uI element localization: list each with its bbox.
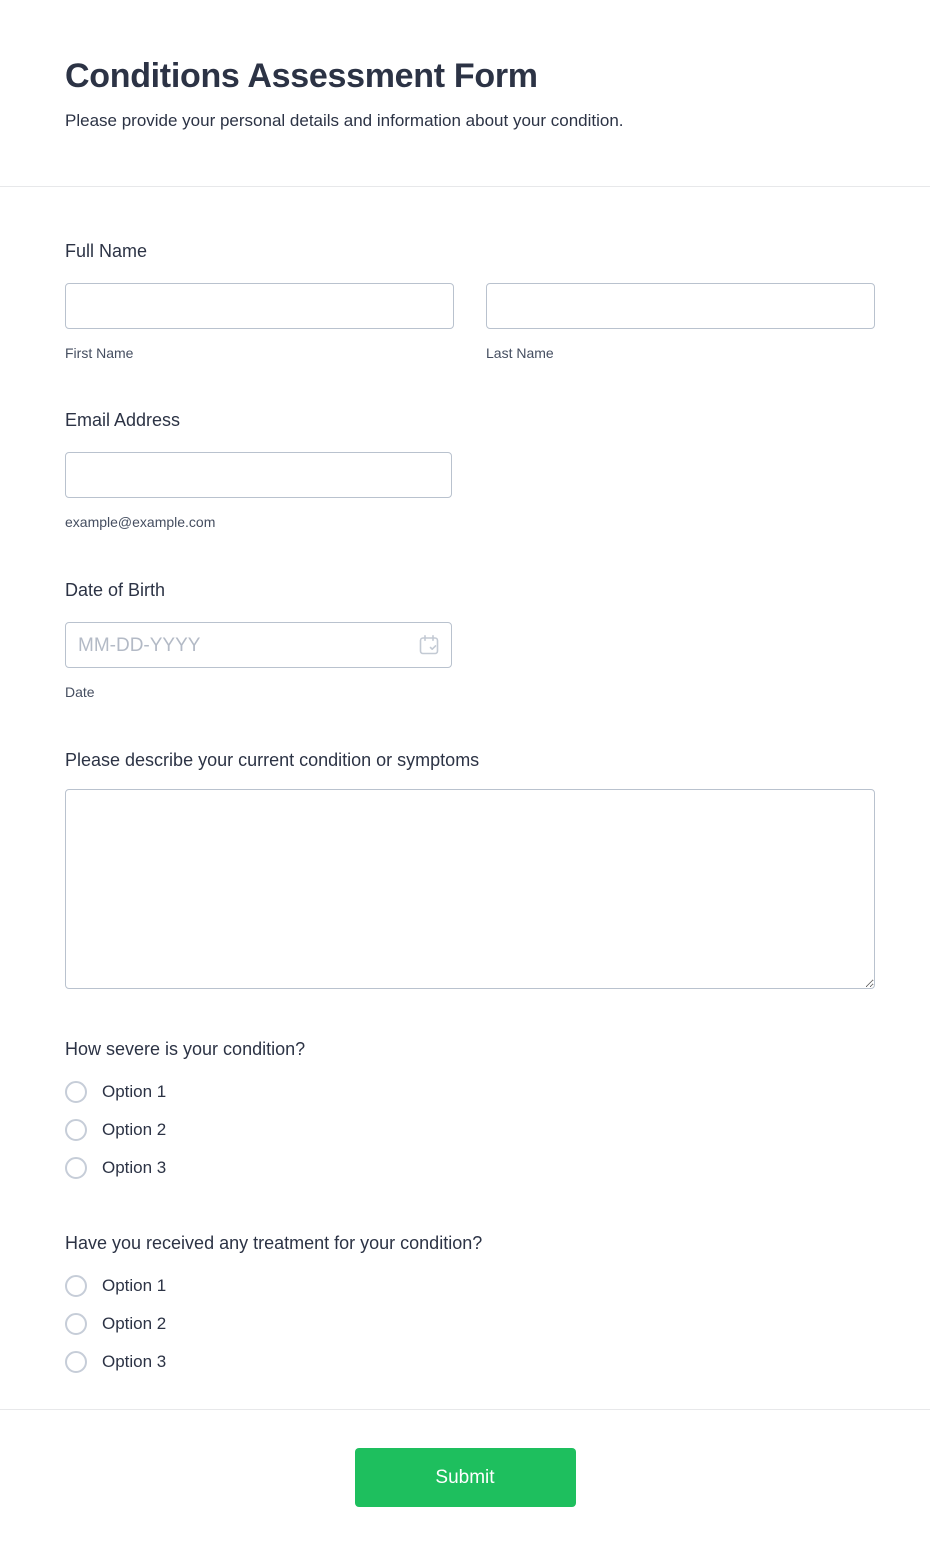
full-name-label: Full Name [65,241,148,261]
severity-option-1-label: Option 1 [102,1082,167,1101]
severity-option-2-row [65,1119,875,1141]
treatment-option-3-radio[interactable] [65,1351,87,1373]
full-name-section [65,241,875,361]
dob-input[interactable] [65,622,452,668]
severity-section [65,1039,875,1179]
first-name-input[interactable] [65,283,454,329]
treatment-option-2-radio[interactable] [65,1313,87,1335]
first-name-sublabel: First Name [65,345,134,361]
email-section [65,410,875,530]
condition-section [65,750,875,989]
form-footer [0,1409,930,1557]
treatment-section [65,1233,875,1373]
severity-option-3-label: Option 3 [102,1158,167,1177]
severity-question-label: How severe is your condition? [65,1039,306,1059]
dob-sublabel: Date [65,684,95,700]
email-input[interactable] [65,452,452,498]
treatment-option-3-row [65,1351,875,1373]
treatment-question-label: Have you received any treatment for your condition? [65,1233,483,1253]
treatment-option-3-label: Option 3 [102,1352,167,1371]
page-subtitle: Please provide your personal details and information about your condition. [65,111,624,130]
last-name-column [486,262,875,361]
first-name-column [65,262,454,361]
condition-textarea[interactable] [65,789,875,989]
treatment-option-2-row [65,1313,875,1335]
condition-label: Please describe your current condition or symptoms [65,750,480,770]
treatment-option-2-label: Option 2 [102,1314,167,1333]
severity-option-2-label: Option 2 [102,1120,167,1139]
severity-option-2-radio[interactable] [65,1119,87,1141]
severity-option-3-radio[interactable] [65,1157,87,1179]
submit-button[interactable]: Submit [355,1448,576,1507]
calendar-check-icon[interactable] [417,633,441,657]
treatment-option-1-label: Option 1 [102,1276,167,1295]
dob-field [65,622,452,668]
dob-label: Date of Birth [65,580,166,600]
form-body [0,241,930,1373]
last-name-sublabel: Last Name [486,345,554,361]
full-name-columns [65,262,875,361]
form-header [0,0,930,187]
treatment-option-1-radio[interactable] [65,1275,87,1297]
last-name-input[interactable] [486,283,875,329]
email-label: Email Address [65,410,181,430]
email-sublabel: example@example.com [65,514,216,530]
severity-option-3-row [65,1157,875,1179]
page-title: Conditions Assessment Form [65,57,538,95]
treatment-option-1-row [65,1275,875,1297]
severity-option-1-radio[interactable] [65,1081,87,1103]
dob-section [65,580,875,700]
severity-option-1-row [65,1081,875,1103]
